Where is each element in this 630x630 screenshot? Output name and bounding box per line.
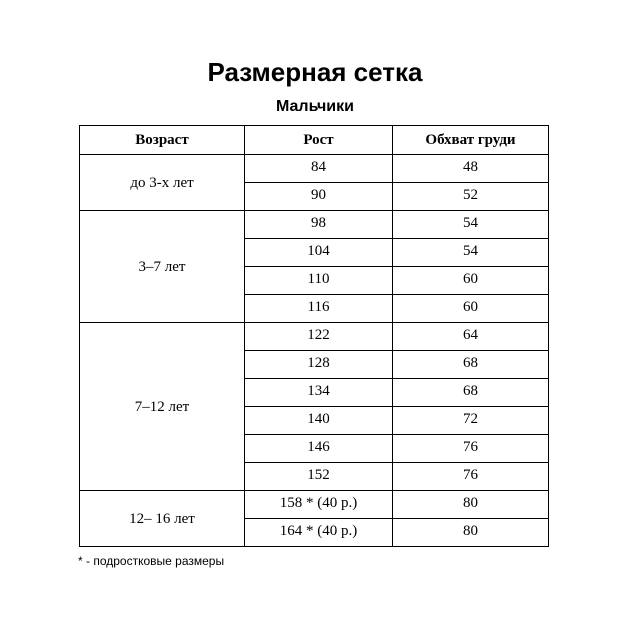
chest-cell: 60 bbox=[393, 267, 549, 295]
height-cell: 146 bbox=[245, 435, 393, 463]
height-cell: 158 * (40 р.) bbox=[245, 491, 393, 519]
height-cell: 152 bbox=[245, 463, 393, 491]
age-group-cell: до 3-х лет bbox=[80, 155, 245, 211]
height-cell: 116 bbox=[245, 295, 393, 323]
age-group-cell: 3–7 лет bbox=[80, 211, 245, 323]
chest-cell: 60 bbox=[393, 295, 549, 323]
footnote-mark: * bbox=[78, 554, 83, 568]
table-row bbox=[80, 211, 549, 239]
height-cell: 104 bbox=[245, 239, 393, 267]
header-height: Рост bbox=[245, 126, 393, 155]
footnote bbox=[78, 554, 224, 568]
header-age: Возраст bbox=[80, 126, 245, 155]
height-cell: 90 bbox=[245, 183, 393, 211]
size-table bbox=[79, 125, 549, 547]
height-cell: 122 bbox=[245, 323, 393, 351]
size-table-body bbox=[80, 155, 549, 547]
height-cell: 110 bbox=[245, 267, 393, 295]
height-cell: 140 bbox=[245, 407, 393, 435]
chest-cell: 68 bbox=[393, 351, 549, 379]
table-row bbox=[80, 155, 549, 183]
chest-cell: 72 bbox=[393, 407, 549, 435]
page-title: Размерная сетка bbox=[207, 57, 423, 87]
height-cell: 134 bbox=[245, 379, 393, 407]
chest-cell: 54 bbox=[393, 239, 549, 267]
chest-cell: 80 bbox=[393, 491, 549, 519]
footnote-text: - подростковые размеры bbox=[82, 554, 225, 568]
height-cell: 84 bbox=[245, 155, 393, 183]
chest-cell: 76 bbox=[393, 463, 549, 491]
height-cell: 128 bbox=[245, 351, 393, 379]
height-cell: 164 * (40 р.) bbox=[245, 519, 393, 547]
page-subtitle: Мальчики bbox=[276, 98, 354, 115]
age-group-cell: 12– 16 лет bbox=[80, 491, 245, 547]
table-row bbox=[80, 323, 549, 351]
chest-cell: 80 bbox=[393, 519, 549, 547]
header-chest: Обхват груди bbox=[393, 126, 549, 155]
height-cell: 98 bbox=[245, 211, 393, 239]
chest-cell: 68 bbox=[393, 379, 549, 407]
chest-cell: 76 bbox=[393, 435, 549, 463]
table-row bbox=[80, 491, 549, 519]
chest-cell: 52 bbox=[393, 183, 549, 211]
chest-cell: 48 bbox=[393, 155, 549, 183]
table-header-row bbox=[80, 126, 549, 155]
chest-cell: 54 bbox=[393, 211, 549, 239]
chest-cell: 64 bbox=[393, 323, 549, 351]
age-group-cell: 7–12 лет bbox=[80, 323, 245, 491]
